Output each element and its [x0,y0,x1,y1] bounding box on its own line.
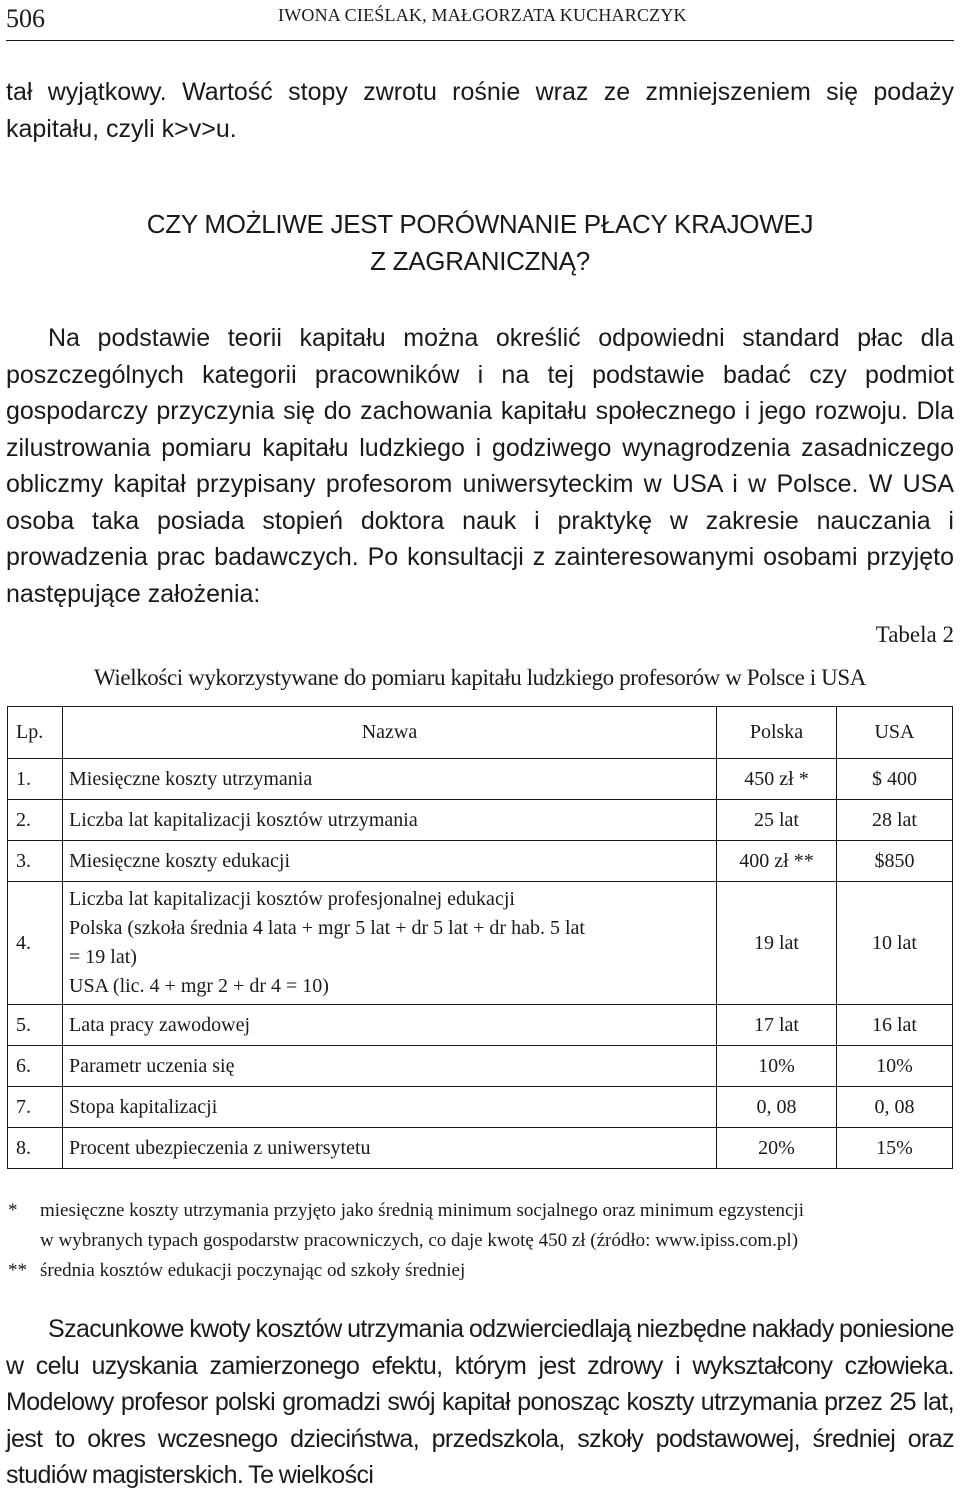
cell-poland: 19 lat [717,882,837,1005]
cell-name: Lata pracy zawodowej [63,1005,717,1046]
header-lp: Lp. [8,707,63,759]
cell-name: Miesięczne koszty edukacji [63,841,717,882]
section-heading-line-1: CZY MOŻLIWE JEST PORÓWNANIE PŁACY KRAJOWEJ [146,209,814,239]
footnote-text-line: średnia kosztów edukacji poczynając od szkoły średniej [40,1260,466,1281]
table-row [8,1005,953,1046]
cell-name: Liczba lat kapitalizacji kosztów utrzymania [63,800,717,841]
table-title: Wielkości wykorzystywane do pomiaru kapitału ludzkiego profesorów w Polsce i USA [94,665,866,690]
cell-name-line: Liczba lat kapitalizacji kosztów profesjonalnej edukacji [69,888,515,910]
paragraph-2: Na podstawie teorii kapitału można określić odpowiedni standard płac dla poszczególnych kategorii pracowników i na tej podstawie badać czy podmiot gospodarczy przyczynia się do zachowania kapitału społecznego i jego rozwoju. Dla zilustrowania pomiaru kapitału ludzkiego i godziwego wynagrodzenia zasadniczego obliczmy kapitał przypisany profesorom uniwersyteckim w USA i w Polsce. W USA osoba taka posiada stopień doktora nauk i praktykę w zakresie nauczania i prowadzenia prac badawczych. Po konsultacji z zainteresowanymi osobami przyjęto następujące założenia: [6,324,954,608]
cell-name-line: Polska (szkoła średnia 4 lata + mgr 5 lat + dr 5 lat + dr hab. 5 lat [69,917,585,939]
cell-usa: 15% [837,1128,953,1169]
footnote-mark: * [8,1200,18,1221]
table-row [8,1087,953,1128]
cell-name-line: USA (lic. 4 + mgr 2 + dr 4 = 10) [69,975,329,997]
cell-usa: 10 lat [837,882,953,1005]
cell-poland: 450 zł * [717,759,837,800]
table-header-row [8,707,953,759]
cell-name [63,882,717,1005]
cell-poland: 17 lat [717,1005,837,1046]
footnote [8,1196,954,1256]
page-number: 506 [6,4,45,33]
section-heading-line-2: Z ZAGRANICZNĄ? [370,246,590,276]
table-row [8,759,953,800]
cell-poland: 25 lat [717,800,837,841]
page-header [6,0,954,41]
cell-usa: 16 lat [837,1005,953,1046]
footnotes [8,1196,954,1286]
footnote-text-line: miesięczne koszty utrzymania przyjęto jako średnią minimum socjalnego oraz minimum egzystencji [40,1200,804,1221]
cell-name-line: = 19 lat) [69,946,137,968]
cell-usa: 10% [837,1046,953,1087]
paragraph-3: Szacunkowe kwoty kosztów utrzymania odzwierciedlają niezbędne nakłady poniesione w celu uzyskania zamierzonego efektu, którym jest zdrowy i wykształcony człowieka. Modelowy profesor polski gromadzi swój kapitał ponosząc koszty utrzymania przez 25 lat, jest to okres wczesnego dzieciństwa, przedszkola, szkoły podstawowej, średniej oraz studiów magisterskich. Te wielkości [6,1315,954,1489]
header-usa: USA [837,707,953,759]
section-heading [0,206,960,280]
data-table [7,706,953,1169]
cell-poland: 400 zł ** [717,841,837,882]
table-row [8,841,953,882]
cell-usa: $850 [837,841,953,882]
table-label: Tabela 2 [875,622,954,647]
cell-usa: $ 400 [837,759,953,800]
cell-lp: 4. [8,882,63,1005]
cell-lp: 2. [8,800,63,841]
header-name: Nazwa [63,707,717,759]
cell-name: Miesięczne koszty utrzymania [63,759,717,800]
footnote [8,1256,954,1286]
footnote-mark: ** [8,1260,27,1281]
cell-lp: 7. [8,1087,63,1128]
cell-lp: 3. [8,841,63,882]
table-row [8,882,953,1005]
cell-usa: 28 lat [837,800,953,841]
cell-name: Stopa kapitalizacji [63,1087,717,1128]
cell-lp: 8. [8,1128,63,1169]
cell-lp: 5. [8,1005,63,1046]
cell-name: Procent ubezpieczenia z uniwersytetu [63,1128,717,1169]
cell-lp: 6. [8,1046,63,1087]
cell-name: Parametr uczenia się [63,1046,717,1087]
table-row [8,800,953,841]
cell-poland: 0, 08 [717,1087,837,1128]
header-poland: Polska [717,707,837,759]
paragraph-1: tał wyjątkowy. Wartość stopy zwrotu rośnie wraz ze zmniejszeniem się podaży kapitału, czyli k>v>u. [6,78,954,143]
cell-poland: 20% [717,1128,837,1169]
cell-poland: 10% [717,1046,837,1087]
table-row [8,1046,953,1087]
running-head: IWONA CIEŚLAK, MAŁGORZATA KUCHARCZYK [278,5,687,25]
cell-lp: 1. [8,759,63,800]
cell-usa: 0, 08 [837,1087,953,1128]
footnote-text-line: w wybranych typach gospodarstw pracowniczych, co daje kwotę 450 zł (źródło: www.ipiss.com.pl) [40,1230,799,1251]
table-row [8,1128,953,1169]
